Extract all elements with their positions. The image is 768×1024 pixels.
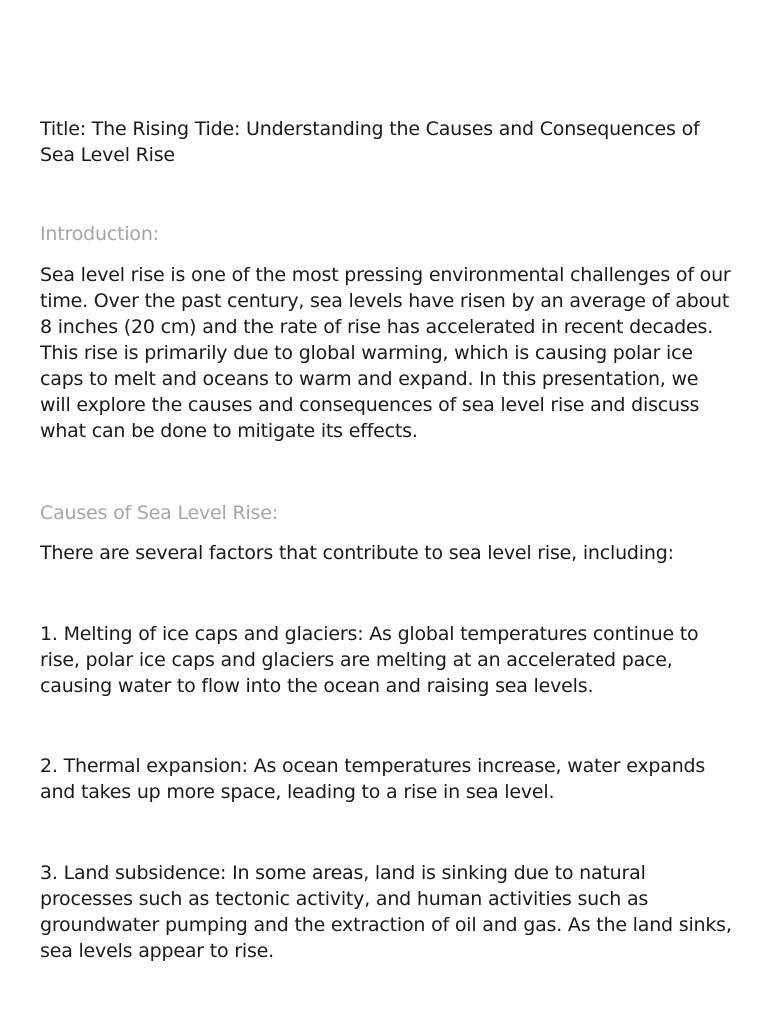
introduction-paragraph: Sea level rise is one of the most pressing environmental challenges of our time. Over the past century, sea levels have risen by an average of about 8 inches (20 cm) and the rate of rise has accelerated in recent decades. This rise is primarily due to global warming, which is causing polar ice caps to melt and oceans to warm and expand. In this presentation, we will explore the causes and consequences of sea level rise and discuss what can be done to mitigate its effects. [40, 264, 731, 442]
causes-heading: Causes of Sea Level Rise: [40, 502, 278, 524]
cause-item-1: 1. Melting of ice caps and glaciers: As global temperatures continue to rise, polar ice caps and glaciers are melting at an accelerated pace, causing water to flow into the ocean and raising sea levels. [40, 623, 699, 697]
cause-item-3: 3. Land subsidence: In some areas, land is sinking due to natural processes such as tectonic activity, and human activities such as groundwater pumping and the extraction of oil and gas. As the land sinks, sea levels appear to rise. [40, 862, 732, 962]
document-title: Title: The Rising Tide: Understanding the Causes and Consequences of Sea Level Rise [40, 118, 700, 166]
introduction-heading: Introduction: [40, 223, 159, 245]
causes-intro-paragraph: There are several factors that contribute to sea level rise, including: [40, 542, 674, 564]
cause-item-2: 2. Thermal expansion: As ocean temperatures increase, water expands and takes up more space, leading to a rise in sea level. [40, 755, 706, 803]
